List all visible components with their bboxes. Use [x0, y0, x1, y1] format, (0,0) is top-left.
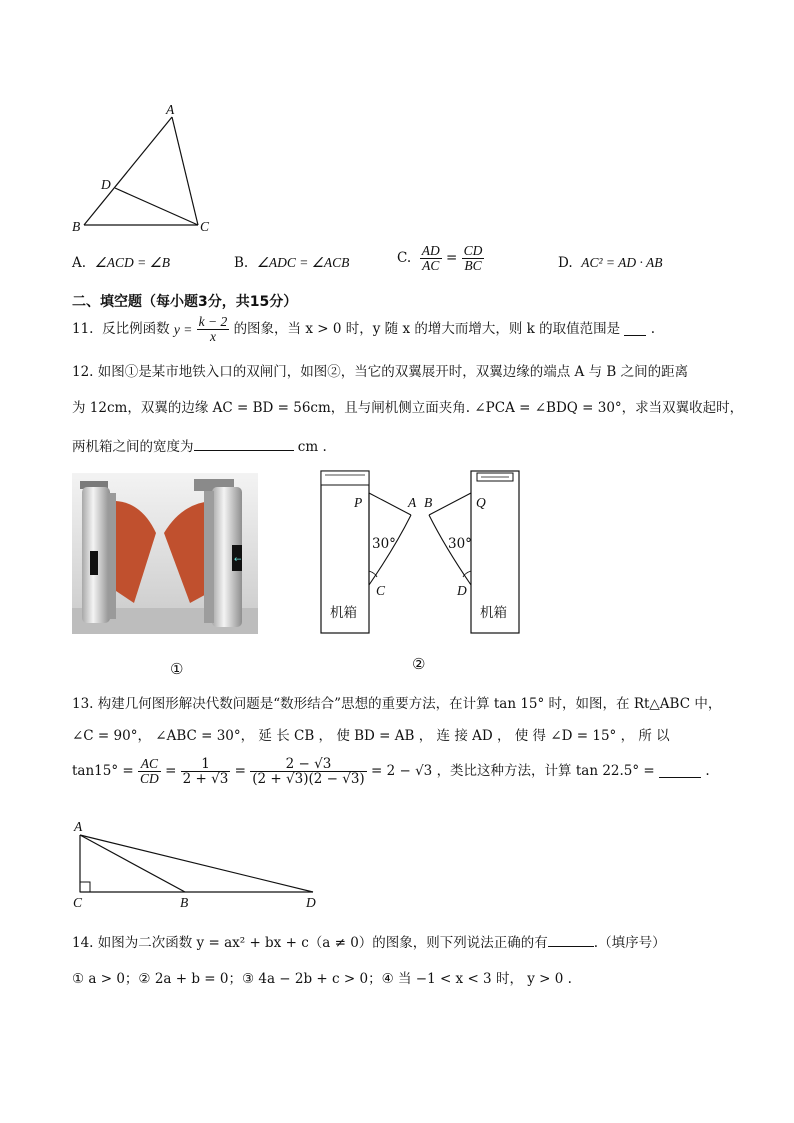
- gate-photo: [72, 473, 258, 634]
- figure-1-caption: ①: [170, 660, 184, 678]
- rt-label-d: D: [306, 895, 316, 910]
- option-d: D. AC² = AD · AB: [558, 255, 663, 271]
- box-label-left: 机箱: [330, 605, 357, 621]
- q14-answer-blank[interactable]: [548, 934, 594, 947]
- q14-line1: 14. 如图为二次函数 y = ax² + bx + c（a ≠ 0）的图象，则下列说法正确的有 .（填序号）: [72, 935, 666, 951]
- q14-line2: ① a > 0；② 2a + b = 0；③ 4a − 2b + c > 0；④ 当 −1 < x < 3 时， y > 0 .: [72, 971, 572, 987]
- question-11: 11. 反比例函数 y = $\frac{k - 2}{x}$ 的图象，当 x > 0 时，y 随 x 的增大而增大，则 k 的取值范围是 .: [72, 314, 656, 345]
- rt-label-c: C: [73, 895, 83, 910]
- box-label-right: 机箱: [480, 605, 507, 621]
- label-c: C: [376, 583, 386, 598]
- section-title: 二、填空题（每小题3分，共15分）: [72, 294, 298, 310]
- label-p: P: [354, 495, 363, 510]
- tri-label-b: B: [72, 219, 81, 234]
- tri-label-c: C: [200, 219, 210, 234]
- q13-line2: ∠C = 90°， ∠ABC = 30°， 延 长 CB ， 使 BD = AB ， 连 接 AD ， 使 得 ∠D = 15° ， 所 以: [72, 728, 670, 744]
- option-b: B. ∠ADC = ∠ACB: [234, 255, 350, 271]
- tri-label-d: D: [101, 177, 111, 192]
- right-triangle-figure: [70, 825, 330, 900]
- angle-right: 30°: [448, 536, 472, 552]
- label-b: B: [424, 495, 433, 510]
- q12-answer-blank[interactable]: [194, 438, 294, 451]
- option-a: A. ∠ACD = ∠B: [72, 255, 170, 271]
- q12-line3: 两机箱之间的宽度为 cm .: [72, 439, 327, 455]
- tri-label-a: A: [166, 102, 175, 117]
- rt-label-a: A: [74, 819, 83, 834]
- q13-line1: 13. 构建几何图形解决代数问题是“数形结合”思想的重要方法，在计算 tan 15° 时，如图，在 Rt△ABC 中，: [72, 696, 722, 712]
- rt-label-b: B: [180, 895, 189, 910]
- svg-text:←: ←: [234, 555, 242, 565]
- label-a: A: [408, 495, 417, 510]
- q13-line3: tan15° = $\frac{AC}{CD}$ = $\frac{1}{2 + √3}$ = $\frac{2 - √3}{(2 + √3)(2 - √3)}$ = 2 − √3 ，类比这种方法，计算 tan 22.5° = .: [72, 756, 710, 788]
- angle-left: 30°: [372, 536, 396, 552]
- option-c: C. $\frac{AD}{AC}$ = $\frac{CD}{BC}$: [397, 243, 483, 274]
- q12-line2: 为 12cm，双翼的边缘 AC = BD = 56cm，且与闸机侧立面夹角. ∠PCA = ∠BDQ = 30°，求当双翼收起时，: [72, 400, 744, 416]
- q13-answer-blank[interactable]: [659, 765, 701, 778]
- q11-answer-blank[interactable]: [624, 323, 646, 336]
- label-q: Q: [476, 495, 486, 510]
- q12-line1: 12. 如图①是某市地铁入口的双闸门，如图②，当它的双翼展开时，双翼边缘的端点 A 与 B 之间的距离: [72, 364, 689, 380]
- figure-2-caption: ②: [412, 655, 426, 673]
- label-d: D: [457, 583, 467, 598]
